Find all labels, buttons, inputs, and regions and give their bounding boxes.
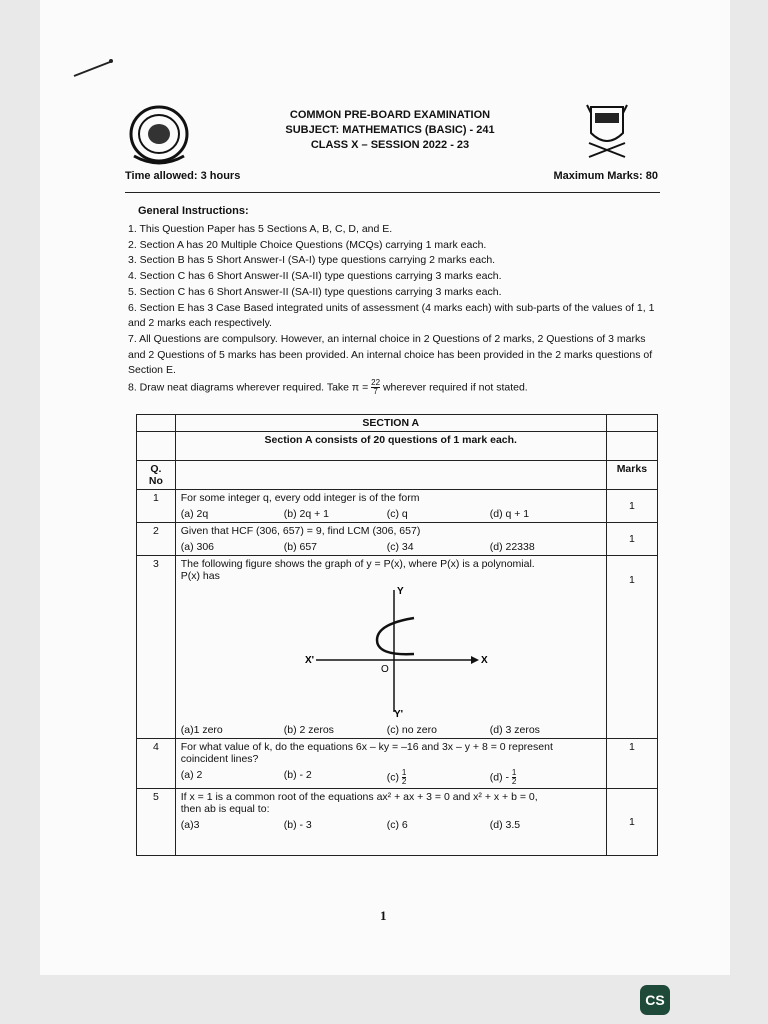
x-axis-label: X [480,655,488,666]
instruction-item: 2. Section A has 20 Multiple Choice Questions (MCQs) carrying 1 mark each. [128,238,487,251]
pi-numerator: 22 [371,378,381,388]
question-row [137,739,658,789]
option-c: (c) 34 [386,541,414,553]
question-text: For some integer q, every odd integer is of the form [180,492,420,504]
option-c-denominator: 2 [401,777,407,786]
option-d: (d) 3 zeros [489,724,540,736]
option-c: (c) no zero [386,724,437,736]
marks-header: Marks [606,461,657,490]
instructions-list [128,222,663,396]
option-d-denominator: 2 [511,777,517,786]
question-number: 3 [137,556,176,739]
question-number: 2 [137,523,176,556]
exam-header [200,108,580,153]
exam-subject: SUBJECT: MATHEMATICS (BASIC) - 241 [285,124,495,136]
question-row [137,523,658,556]
instruction-8-tail: wherever required if not stated. [382,381,528,394]
option-a: (a) 306 [180,541,215,553]
option-d: (d) 22338 [489,541,535,553]
exam-title: COMMON PRE-BOARD EXAMINATION [289,109,491,121]
option-c-fraction [402,769,406,786]
instruction-item [128,379,663,396]
question-text: The following figure shows the graph of y = P(x), where P(x) is a polynomial. [180,558,535,570]
maximum-marks: Maximum Marks: 80 [553,170,658,182]
instructions-title: General Instructions: [138,205,249,217]
school-seal-left [126,104,192,168]
y-axis-label: Y [396,586,404,597]
options [181,769,601,786]
camscanner-badge: CS [640,985,670,1015]
question-marks: 1 [606,490,657,523]
option-d: (d) 3.5 [489,819,521,831]
question-text: Given that HCF (306, 657) = 9, find LCM (306, 657) [180,525,421,537]
option-d-numerator: 1 [511,768,517,777]
section-subtitle: Section A consists of 20 questions of 1 mark each. [175,432,606,461]
question-text: If x = 1 is a common root of the equations ax² + ax + 3 = 0 and x² + x + b = 0, [180,791,538,803]
pi-denominator: 7 [373,387,378,397]
options [181,724,601,736]
question-text-continued: then ab is equal to: [180,803,270,815]
question-marks: 1 [606,789,657,856]
pen-scratch-mark [72,58,114,80]
graph-svg [181,582,601,720]
instruction-item: 3. Section B has 5 Short Answer-I (SA-I) type questions carrying 2 marks each. [128,254,496,267]
page-number: 1 [380,908,387,923]
time-allowed: Time allowed: 3 hours [125,170,241,182]
option-a: (a) 2 [180,769,203,781]
x-neg-axis-label: X' [304,655,314,666]
option-b: (b) 2 zeros [283,724,334,736]
instruction-item: 7. All Questions are compulsory. However, an internal choice in 2 Questions of 2 marks, 2 Questions of 3 marks and 2 Questions of 5 marks has been provided. An internal choice has been provided in the 2 marks questions of Section E. [128,332,653,377]
instruction-item: 5. Section C has 6 Short Answer-II (SA-II) type questions carrying 3 marks each. [128,285,502,298]
option-a: (a)3 [180,819,200,831]
option-c-numerator: 1 [401,768,407,777]
option-c: (c) 6 [386,819,408,831]
question-row [137,490,658,523]
instruction-item: 6. Section E has 3 Case Based integrated units of assessment (4 marks each) with sub-parts of the values of 1, 1 and 2 marks each respectively. [128,301,655,330]
option-b: (b) - 3 [283,819,312,831]
instruction-item: 4. Section C has 6 Short Answer-II (SA-II) type questions carrying 3 marks each. [128,270,502,283]
header-divider [125,192,660,193]
question-marks: 1 [606,556,657,739]
option-b: (b) - 2 [283,769,312,781]
question-number: 5 [137,789,176,856]
question-text: For what value of k, do the equations 6x – ky = –16 and 3x – y + 8 = 0 represent coincident lines? [180,741,553,765]
origin-label: O [380,664,389,675]
pi-fraction [371,379,380,396]
option-c: (c) q [386,508,408,520]
option-d [490,769,593,786]
question-marks: 1 [606,739,657,789]
option-d-prefix: (d) - [489,771,509,784]
school-crest-right [585,103,629,161]
option-b: (b) 2q + 1 [283,508,329,520]
question-number: 1 [137,490,176,523]
option-c [387,769,490,786]
qno-header: Q. No [137,461,176,490]
option-a: (a) 2q [180,508,209,520]
option-d-fraction [512,769,516,786]
option-d: (d) q + 1 [489,508,530,520]
exam-class-session: CLASS X – SESSION 2022 - 23 [310,139,470,151]
options [181,508,601,520]
option-c-prefix: (c) [386,771,399,784]
x-axis-arrow [471,656,479,664]
question-text-continued: P(x) has [180,570,220,582]
parabola-curve [377,618,414,654]
questions-table [136,414,658,856]
options [181,541,601,553]
question-marks: 1 [606,523,657,556]
question-row [137,556,658,739]
question-row [137,789,658,856]
section-title: SECTION A [175,415,606,432]
y-neg-axis-label: Y' [393,709,403,720]
options [181,819,601,831]
option-a: (a)1 zero [180,724,223,736]
instruction-item: 1. This Question Paper has 5 Sections A, B, C, D, and E. [128,223,393,235]
option-b: (b) 657 [283,541,318,553]
instruction-8-text: 8. Draw neat diagrams wherever required. Take π = [128,381,369,394]
polynomial-graph [181,582,601,720]
question-number: 4 [137,739,176,789]
